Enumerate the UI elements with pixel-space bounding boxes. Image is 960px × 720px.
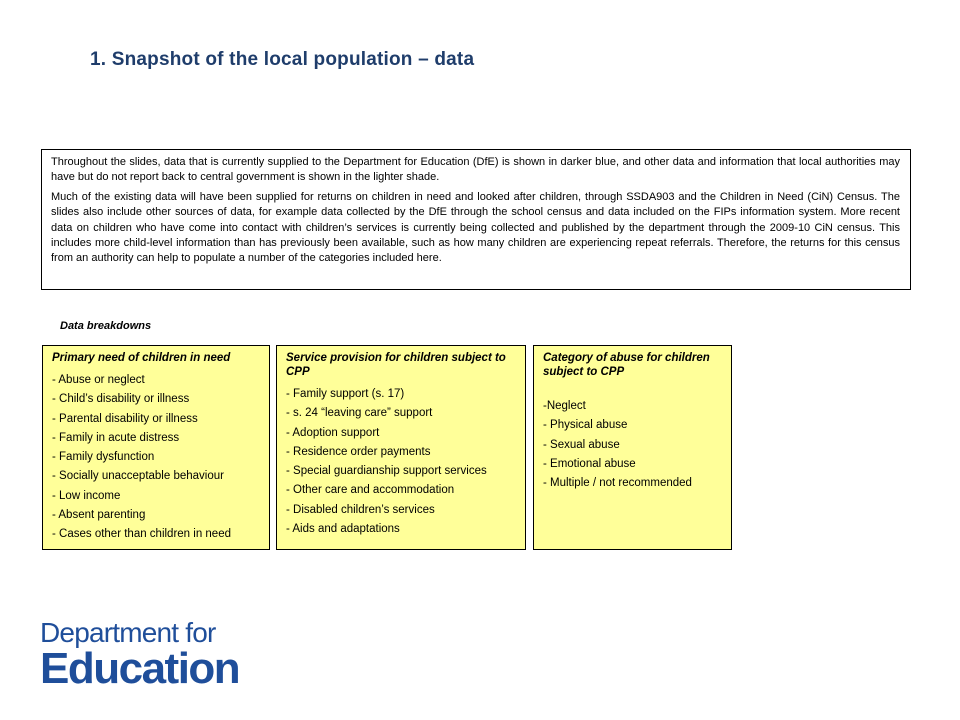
list-item: - Other care and accommodation (286, 484, 455, 497)
list-item: - Residence order payments (286, 445, 431, 458)
intro-text-box (41, 149, 911, 290)
list-item: - Family dysfunction (52, 451, 155, 464)
list-item: - Low income (52, 489, 121, 502)
card-category-of-abuse (533, 345, 732, 550)
list-item: -Neglect (543, 400, 586, 412)
dfe-logo (40, 617, 240, 693)
list-item: - Special guardianship support services (286, 465, 487, 478)
list-item: - Absent parenting (52, 509, 146, 522)
card-service-provision (276, 345, 526, 550)
list-item: - Parental disability or illness (52, 412, 198, 425)
list-item: - Child’s disability or illness (52, 393, 190, 406)
list-item: - Disabled children’s services (286, 503, 435, 516)
card-primary-need (42, 345, 270, 550)
page-title: 1. Snapshot of the local population – data (90, 49, 475, 70)
intro-paragraph-2: Much of the existing data will have been supplied for returns on children in need and looked after children, through SSDA903 and the Children in Need (CiN) Census. The slides also include other sources of data, for example data collected by the DfE through the school census and data included on the FIPs information system. More recent data on children who have come into contact with children’s services is currently being collected and published by the department through the 2009-10 CiN census. This includes more child-level information than has previously been available, such as how many children are experiencing repeat referrals. Therefore, the returns for this census from an authority can help to populate a number of the categories included here. (51, 190, 900, 265)
list-item: - Abuse or neglect (52, 374, 145, 386)
list-item: - Emotional abuse (543, 457, 636, 470)
list-item: - Family support (s. 17) (286, 388, 405, 400)
list-item: - Family in acute distress (52, 431, 180, 444)
list-item: - Sexual abuse (543, 438, 620, 451)
list-item: - Physical abuse (543, 419, 628, 432)
list-item: - Aids and adaptations (286, 523, 400, 536)
intro-paragraph-1: Throughout the slides, data that is currently supplied to the Department for Education (DfE) is shown in darker blue, and other data and information that local authorities may have but do not report back to central government is shown in the lighter shade. (51, 156, 900, 184)
list-item: - Adoption support (286, 426, 380, 439)
list-item: - Socially unacceptable behaviour (52, 470, 224, 483)
card-title: Category of abuse for children subject to CPP (543, 352, 710, 378)
list-item: - Multiple / not recommended (543, 477, 692, 490)
logo-line-education: Education (40, 644, 240, 693)
card-title: Primary need of children in need (52, 352, 231, 364)
data-breakdowns-label: Data breakdowns (60, 320, 152, 332)
logo-line-department-for: Department for (40, 617, 216, 648)
list-item: - s. 24 “leaving care” support (286, 407, 433, 420)
list-item: - Cases other than children in need (52, 528, 231, 541)
card-title: Service provision for children subject to CPP (286, 352, 506, 378)
